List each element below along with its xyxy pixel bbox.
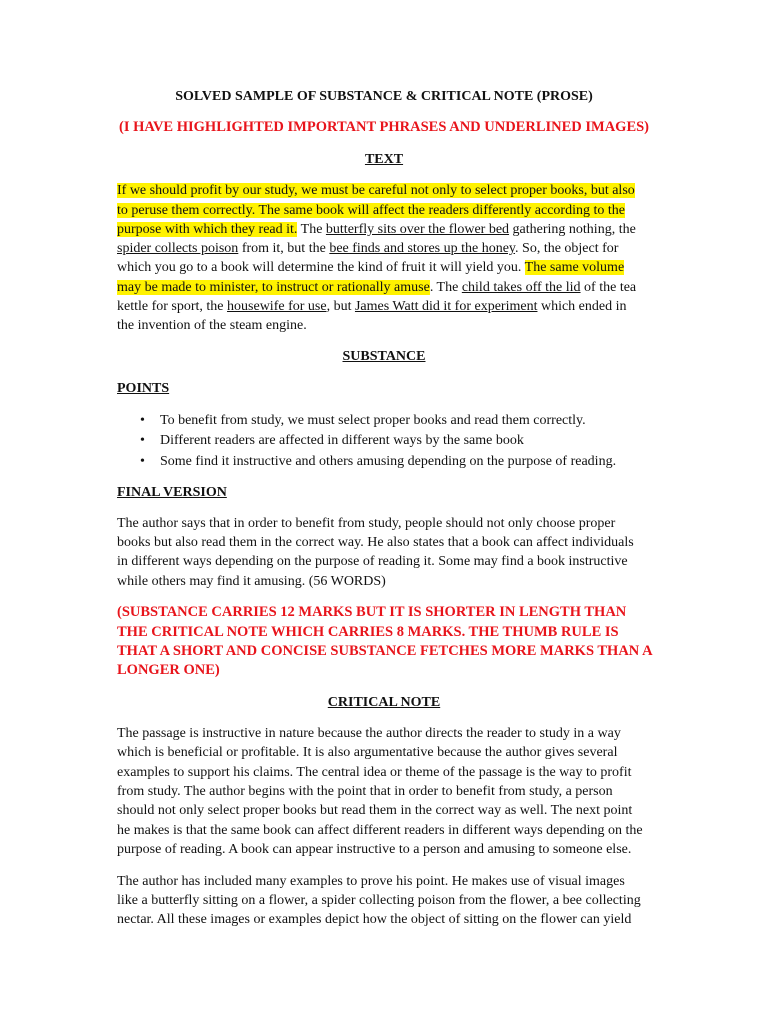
underlined-image: child takes off the lid (461, 280, 581, 295)
highlighted-phrase: to peruse them correctly. The same book will affect the readers differently according to the (117, 203, 625, 218)
critical-line: The author has included many examples to prove his point. He makes use of visual images (117, 874, 625, 889)
critical-line: like a butterfly sitting on a flower, a spider collecting poison from the flower, a bee collecting (117, 893, 641, 908)
underlined-image: housewife for use (227, 299, 327, 314)
highlighted-phrase: The same volume (524, 260, 625, 275)
marks-note-line: LONGER ONE) (117, 662, 220, 678)
substance-heading: SUBSTANCE (342, 349, 426, 364)
text-line-3 (117, 220, 636, 239)
critical-line: nectar. All these images or examples depict how the object of sitting on the flower can yield (117, 912, 632, 927)
plain-text: which you go to a book will determine the kind of fruit it will yield you. (117, 260, 525, 275)
text-line-2 (117, 201, 625, 220)
text-line-8: the invention of the steam engine. (117, 318, 307, 333)
plain-text: kettle for sport, the (117, 299, 228, 314)
plain-text: The (297, 222, 326, 237)
critical-line: examples to support his claims. The central idea or theme of the passage is the way to profit (117, 765, 632, 780)
critical-line: he makes is that the same book can affect different readers in different ways depending on the (117, 823, 643, 838)
final-line: books but also read them in the correct way. He also states that a book can affect individuals (117, 535, 634, 550)
critical-line: from study. The author begins with the point that in order to benefit from study, a person (117, 784, 613, 799)
underlined-image: butterfly sits over the flower bed (325, 222, 510, 237)
bullet-icon: • (140, 413, 145, 428)
plain-text: . So, the object for (515, 241, 619, 256)
critical-line: The passage is instructive in nature because the author directs the reader to study in a way (117, 726, 621, 741)
critical-line: which is beneficial or profitable. It is also argumentative because the author gives several (117, 745, 618, 760)
document-title: SOLVED SAMPLE OF SUBSTANCE & CRITICAL NOTE (PROSE) (175, 89, 593, 104)
plain-text: of the tea (580, 280, 637, 295)
point-item: Different readers are affected in different ways by the same book (160, 433, 524, 448)
text-heading: TEXT (364, 152, 404, 167)
text-line-1 (117, 181, 635, 200)
highlighted-phrase: may be made to minister, to instruct or rationally amuse (117, 280, 430, 295)
highlight-notice: (I HAVE HIGHLIGHTED IMPORTANT PHRASES AND UNDERLINED IMAGES) (118, 119, 650, 135)
final-version-heading: FINAL VERSION (117, 485, 227, 500)
final-line: The author says that in order to benefit from study, people should not only choose proper (117, 516, 616, 531)
final-line: in different ways depending on the purpose of reading it. Some may find a book instructive (117, 554, 628, 569)
plain-text: gathering nothing, the (509, 222, 636, 237)
text-line-6 (117, 278, 636, 297)
underlined-image: James Watt did it for experiment (354, 299, 538, 314)
text-line-7 (117, 297, 627, 316)
underlined-image: bee finds and stores up the honey (329, 241, 516, 256)
point-item: Some find it instructive and others amusing depending on the purpose of reading. (160, 454, 617, 469)
underlined-image: spider collects poison (117, 241, 239, 256)
marks-note-line: (SUBSTANCE CARRIES 12 MARKS BUT IT IS SHORTER IN LENGTH THAN (117, 604, 627, 620)
final-line: while others may find it amusing. (56 WORDS) (117, 574, 386, 589)
text-line-5 (117, 258, 624, 277)
marks-note-line: THAT A SHORT AND CONCISE SUBSTANCE FETCHES MORE MARKS THAN A (117, 643, 653, 659)
bullet-icon: • (140, 454, 145, 469)
critical-line: should not only select proper books but read them in the correct way as well. The next point (117, 803, 633, 818)
critical-line: purpose of reading. A book can appear instructive to a person and amusing to someone else. (117, 842, 632, 857)
plain-text: from it, but the (238, 241, 330, 256)
highlighted-phrase: If we should profit by our study, we must be careful not only to select proper books, but also (117, 183, 635, 198)
marks-note-line: THE CRITICAL NOTE WHICH CARRIES 8 MARKS. THE THUMB RULE IS (117, 624, 619, 640)
bullet-icon: • (140, 433, 145, 448)
plain-text: , but (326, 299, 355, 314)
point-item: To benefit from study, we must select proper books and read them correctly. (160, 413, 586, 428)
plain-text: . The (429, 280, 462, 295)
text-line-4 (117, 239, 618, 258)
points-heading: POINTS (117, 381, 170, 396)
critical-note-heading: CRITICAL NOTE (327, 695, 441, 710)
highlighted-phrase: purpose with which they read it. (117, 222, 298, 237)
plain-text: which ended in (537, 299, 627, 314)
